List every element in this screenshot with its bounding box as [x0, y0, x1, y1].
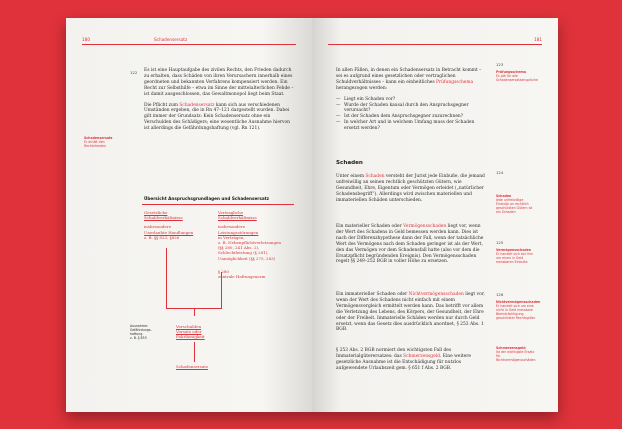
margin-note-vermoegensschaden: Vermögensschaden Er handelt sich bei ihm um einen in Geld messbaren Einbuße — [496, 248, 533, 264]
link-schadensersatz: Schadensersatz — [179, 102, 215, 108]
connector-right — [221, 272, 222, 308]
right-para-126: Ein immaterieller Schaden oder Nichtvermögensschaden liegt vor, wenn der Wert des Schadens nicht einfach mit einem Vermögensvergleich ermittelt werden kann. Das betrifft vor allem die Verletzung des Lebens, des Körpers, der Gesundheit, der Ehre oder der Freiheit. Immaterielle Schäden werden nur durch Geld ersetzt, wenn das Gesetz dies ausdrücklich anordnet, § 253 Abs. 1 BGB. — [336, 292, 485, 333]
section-heading-schaden: Schaden — [336, 160, 363, 166]
diagram-title: Übersicht Anspruchsgrundlagen und Schadensersatz — [144, 196, 270, 201]
margin-note-pruefungsschema: Prüfungsschema Es gilt für alle Schadensersatzansprüche — [496, 70, 538, 82]
left-page — [66, 18, 312, 412]
connector-down — [194, 308, 195, 316]
diagram-bottom-schadensersatz: Schadensersatz — [176, 364, 208, 369]
right-para-127: § 253 Abs. 2 BGB normiert den wichtigsten Fall des Immaterialgüterersatzes: das Schmerzensgeld. Eine weitere gesetzliche Ausnahme ist die Entschädigung für nutzlos aufgewendete Urlaubszeit gem. § 651 f Abs. 2 BGB. — [336, 348, 471, 371]
para-number-125: 125 — [496, 240, 504, 245]
diagram-verschulden: Verschulden Vorsatz oder Fahrlässigkeit — [176, 324, 205, 340]
question-item: — Liegt ein Schaden vor? — [336, 97, 486, 103]
right-page — [312, 18, 558, 412]
right-para-124: Unter einem Schaden versteht der Jurist jede Einbuße, die jemand unfreiwillig an seinen rechtlich geschützten Gütern, wie Gesundheit, Ehre, Eigentum oder Vermögen erleidet („natürlicher Schadensbegriff“). Allerdings wird zwischen materiellen und immateriellen Schäden unterschieden. — [336, 174, 485, 203]
left-running-head — [82, 34, 296, 45]
right-para-125: Ein materieller Schaden oder Vermögensschaden liegt vor, wenn der Wert des Schadens in Geld bemessen werden kann. Dies ist nach der Differenzhypothese dann der Fall, wenn der tatsächliche Wert des Vermögens nach dem Schaden geringer ist als der Wert, den das Vermögen vor dem Schadensfall hatte (also vor dem die Ersatzpflicht begründenden Ereignis). Den Vermögensschaden regelt §§ 249–252 BGB in voller Höhe zu ersetzen. — [336, 224, 484, 265]
para-number-122: 122 — [130, 70, 138, 75]
margin-note-nichtvermoegensschaden: Nichtvermögensschaden Er handelt sich um eine nicht in Geld messbare Beeinträchtigung geschützter Rechtsgüter — [496, 300, 541, 320]
para-number-123: 123 — [496, 62, 504, 67]
diagram-col-gesetzlich: Gesetzliche Schuldverhältnisse insbesondere Unerlaubte Handlungen z. B. §§ 823, §826 — [144, 210, 194, 240]
left-page-number: 180 — [82, 37, 90, 42]
question-item: — Wurde der Schaden kausal durch den Anspruchsgegner verursacht? — [336, 103, 486, 115]
side-exception-label: Ausnahme: Gefährdungs- haftung z. B. § 833 — [130, 324, 152, 340]
link-vermoegensschaden: Vermögensschaden — [403, 224, 447, 229]
link-schmerzensgeld: Schmerzensgeld — [403, 353, 440, 359]
right-para-123: In allen Fällen, in denen ein Schadensersatz in Betracht kommt – sei es aufgrund eines gesetzlichen oder vertraglichen Schuldverhältnisses – kann ein einheitliches Prüfungsschema herangezogen werden: — Liegt ein Schaden vor? — Wurde der Schaden kausal durch den Anspruchsgegner verursacht? — Ist der Schaden dem Anspruchsgegner zuzurechnen? — In welcher Art und in welchem Umfang muss der Schaden ersetzt werden? — [336, 68, 486, 132]
right-running-head — [328, 34, 542, 45]
question-item: — Ist der Schaden dem Anspruchsgegner zuzurechnen? — [336, 114, 486, 120]
diagram-col-vertraglich: Vertragliche Schuldverhältnisse insbesondere Leistungsstörungen in Verträgen, z. B. Nebenpflichtverletzungen (§§ 280, 241 Abs. 2), Schlechtleistung (§ 281), Unmöglichkeit (§§ 275, 283) § 280 zentrale Haftungsnorm — [218, 210, 281, 280]
link-schaden: Schaden — [365, 174, 385, 179]
link-pruefungsschema: Prüfungsschema — [436, 79, 474, 85]
pruefung-questions — [336, 97, 486, 132]
connector-left — [166, 248, 167, 308]
link-nichtvermoegensschaden: Nichtvermögensschaden — [408, 292, 464, 297]
book-spread — [66, 18, 558, 412]
right-page-number: 181 — [534, 37, 542, 42]
diagram-rule — [142, 204, 294, 205]
left-para-1: Es ist eine Hauptaufgabe des zivilen Rechts, den Frieden dadurch zu erhalten, dass Schäden von ihren Verursachern innerhalb eines geordneten und bekannten Verfahrens kompensiert werden. Ein Recht zur Selbsthilfe – etwa im Sinne der mittelalterlichen Fehde – ist damit ausgeschlossen, das Gewaltmonopol liegt beim Staat. — [144, 68, 294, 97]
margin-note-schadensersatz: Schadensersatz Er erhält den Rechtsfrieden — [84, 136, 113, 148]
para-number-126: 126 — [496, 292, 504, 297]
margin-note-schaden: Schaden Jede unfreiwillige Einbuße an rechtlich geschützten Gütern ist ein Schaden — [496, 194, 533, 214]
left-para-2: Die Pflicht zum Schadensersatz kann sich aus verschiedenen Umständen ergeben, die in Rn 47–121 dargestellt wurden. Dabei gilt immer der Grundsatz: Kein Schadensersatz ohne ein Verschulden des Schädigers; eine wesentliche Ausnahme hiervon ist allerdings die Gefährdungshaftung (vgl. Rn 121). — [144, 102, 290, 132]
left-body — [144, 68, 294, 137]
margin-note-schmerzensgeld: Schmerzensgeld Ist der wichtigste Ersatz für Nichtvermögensschäden — [496, 346, 536, 362]
question-item: — In welcher Art und in welchem Umfang muss der Schaden ersetzt werden? — [336, 120, 486, 132]
para-number-124: 124 — [496, 170, 504, 175]
left-running-title: Schadensersatz — [154, 37, 188, 42]
connector-bottom — [194, 342, 195, 362]
